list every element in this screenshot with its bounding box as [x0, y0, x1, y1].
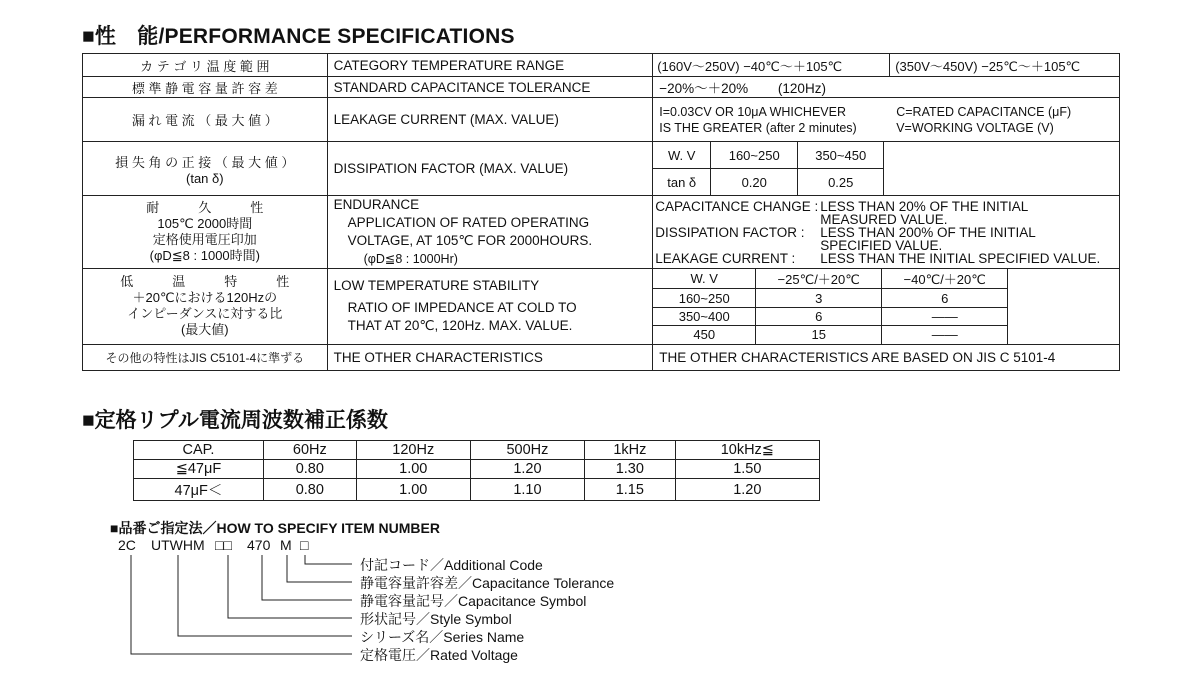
- en-label: STANDARD CAPACITANCE TOLERANCE: [327, 77, 653, 98]
- table-cell: 1.30: [585, 460, 676, 479]
- jp-label: その他の特性はJIS C5101-4に準ずる: [83, 344, 328, 370]
- jp-label-sub: (tan δ): [186, 170, 224, 186]
- leak-note-2: V=WORKING VOLTAGE (V): [896, 120, 1054, 135]
- en-label: DISSIPATION FACTOR (MAX. VALUE): [327, 142, 653, 196]
- jp-label: 標 準 静 電 容 量 許 容 差: [83, 77, 328, 98]
- leak-formula-1: I=0.03CV OR 10μA WHICHEVER: [659, 104, 846, 119]
- leak-formula-2: IS THE GREATER (after 2 minutes): [659, 120, 857, 135]
- header-cell: 500Hz: [470, 441, 584, 460]
- part-tolerance: M: [280, 537, 292, 553]
- label-additional-code: 付記コード／Additional Code: [360, 557, 543, 573]
- jp-label-sub: (φD≦8 : 1000時間): [149, 248, 260, 263]
- header-cell: 120Hz: [356, 441, 470, 460]
- table-cell: 1.20: [470, 460, 584, 479]
- low-cell: 6: [882, 289, 1008, 308]
- en-label: LOW TEMPERATURE STABILITY: [333, 278, 540, 294]
- df-h2: 350~450: [798, 142, 884, 169]
- low-cell: 450: [653, 326, 756, 344]
- en-label: LEAKAGE CURRENT (MAX. VALUE): [327, 98, 653, 142]
- label-series-name: シリーズ名／Series Name: [360, 629, 525, 645]
- label-style-symbol: 形状記号／Style Symbol: [360, 611, 512, 627]
- table-cell: ≦47μF: [134, 460, 264, 479]
- jp-label-sub: 定格使用電圧印加: [152, 232, 257, 247]
- en-label-sub: (φD≦8 : 1000Hr): [363, 252, 458, 266]
- cat-value-1: (160V～250V) −40℃～＋105℃: [653, 54, 890, 76]
- label-cap-tolerance: 静電容量許容差／Capacitance Tolerance: [360, 575, 615, 591]
- low-cell: 350~400: [653, 308, 756, 326]
- en-label-sub: VOLTAGE, AT 105℃ FOR 2000HOURS.: [347, 233, 593, 248]
- part-series: UTWHM: [151, 537, 205, 553]
- ripple-heading: ■定格リプル電流周波数補正係数: [82, 409, 388, 432]
- endurance-value: LESS THAN THE INITIAL SPECIFIED VALUE.: [820, 250, 1101, 266]
- table-cell: 1.15: [585, 479, 676, 501]
- jp-label: 低 温 特 性: [120, 274, 290, 290]
- header-cell: 1kHz: [585, 441, 676, 460]
- table-cell: 0.80: [263, 460, 356, 479]
- label-rated-voltage: 定格電圧／Rated Voltage: [360, 647, 518, 663]
- header-cell: 10kHz≦: [675, 441, 819, 460]
- df-h0: W. V: [653, 142, 711, 169]
- jp-label: 損 失 角 の 正 接 （ 最 大 値 ）: [115, 154, 295, 170]
- table-cell: 1.00: [356, 479, 470, 501]
- jp-label-sub: ＋20℃における120Hzの: [132, 290, 278, 306]
- df-r0: tan δ: [653, 169, 711, 196]
- part-voltage: 2C: [118, 537, 136, 553]
- low-h1: −25℃/＋20℃: [756, 269, 882, 289]
- low-h2: −40℃/＋20℃: [882, 269, 1008, 289]
- other-value: THE OTHER CHARACTERISTICS ARE BASED ON JIS C 5101-4: [653, 344, 1120, 370]
- header-cell: 60Hz: [263, 441, 356, 460]
- jp-label-sub: (最大値): [180, 322, 229, 338]
- jp-label: 耐 久 性: [146, 200, 264, 215]
- performance-heading: ■性 能/PERFORMANCE SPECIFICATIONS: [82, 25, 515, 48]
- header-cell: CAP.: [134, 441, 264, 460]
- jp-label-sub: 105℃ 2000時間: [157, 216, 253, 231]
- part-capacitance: 470: [247, 537, 271, 553]
- part-style: □□: [215, 537, 232, 553]
- low-cell: 160~250: [653, 289, 756, 308]
- low-cell: 6: [756, 308, 882, 326]
- endurance-value: LESS THAN 200% OF THE INITIAL: [820, 224, 1036, 240]
- endurance-value: LESS THAN 20% OF THE INITIAL: [820, 198, 1029, 214]
- jp-label-sub: インピーダンスに対する比: [127, 306, 283, 322]
- table-cell: 0.80: [263, 479, 356, 501]
- how-to-heading: ■品番ご指定法／HOW TO SPECIFY ITEM NUMBER: [110, 520, 440, 536]
- table-cell: 1.50: [675, 460, 819, 479]
- label-cap-symbol: 静電容量記号／Capacitance Symbol: [360, 593, 587, 609]
- endurance-item: LEAKAGE CURRENT :: [655, 250, 796, 266]
- endurance-item: DISSIPATION FACTOR :: [655, 224, 805, 240]
- en-label-sub: THAT AT 20℃, 120Hz. MAX. VALUE.: [347, 318, 573, 334]
- low-cell: ——: [882, 308, 1008, 326]
- table-cell: 1.00: [356, 460, 470, 479]
- en-label: CATEGORY TEMPERATURE RANGE: [327, 54, 653, 77]
- cat-value-2: (350V～450V) −25℃～＋105℃: [895, 58, 1081, 74]
- endurance-item: CAPACITANCE CHANGE :: [655, 198, 819, 214]
- low-h0: W. V: [653, 269, 756, 289]
- tol-value: −20%～＋20%: [659, 81, 749, 96]
- en-label: ENDURANCE: [333, 197, 420, 212]
- table-cell: 1.10: [470, 479, 584, 501]
- low-cell: 15: [756, 326, 882, 344]
- table-cell: 1.20: [675, 479, 819, 501]
- en-label: THE OTHER CHARACTERISTICS: [327, 344, 653, 370]
- en-label-sub: APPLICATION OF RATED OPERATING: [347, 215, 590, 230]
- jp-label: 漏 れ 電 流 （ 最 大 値 ）: [83, 98, 328, 142]
- df-r2: 0.25: [798, 169, 884, 196]
- jp-label: カ テ ゴ リ 温 度 範 囲: [83, 54, 328, 77]
- low-cell: 3: [756, 289, 882, 308]
- df-r1: 0.20: [711, 169, 798, 196]
- endurance-value: MEASURED VALUE.: [820, 211, 948, 227]
- tol-freq: (120Hz): [777, 81, 826, 96]
- df-h1: 160~250: [711, 142, 798, 169]
- low-cell: ——: [882, 326, 1008, 344]
- part-additional: □: [300, 537, 309, 553]
- leak-note-1: C=RATED CAPACITANCE (μF): [896, 104, 1072, 119]
- endurance-value: SPECIFIED VALUE.: [820, 237, 943, 253]
- en-label-sub: RATIO OF IMPEDANCE AT COLD TO: [347, 300, 577, 316]
- table-cell: 47μF＜: [134, 479, 264, 501]
